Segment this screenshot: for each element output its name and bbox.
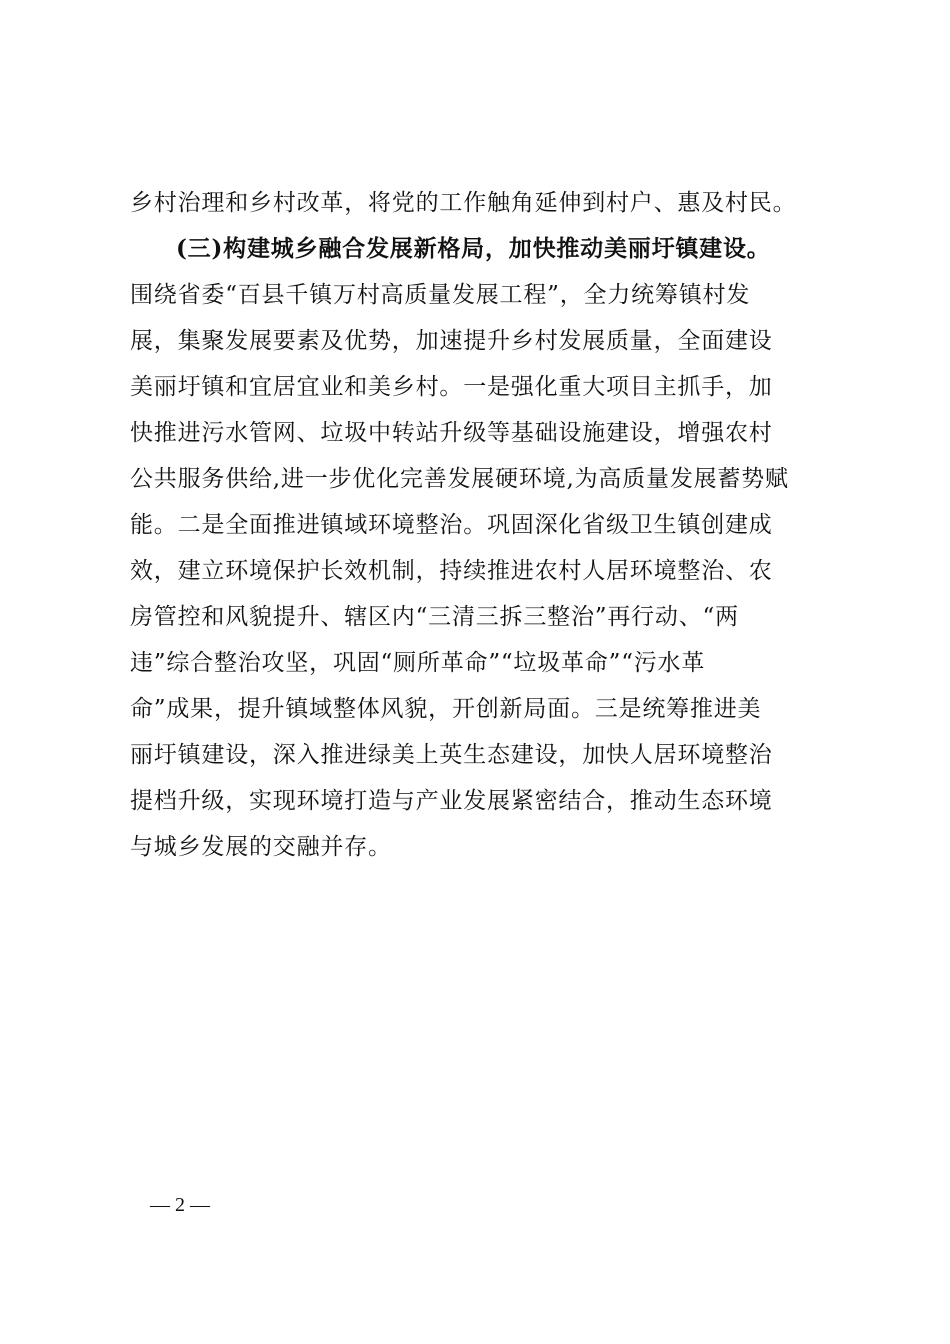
- text-line: 快推进污水管网、垃圾中转站升级等基础设施建设，增强农村: [130, 420, 773, 446]
- text-line: 与城乡发展的交融并存。: [130, 834, 392, 860]
- text-line: 丽圩镇建设，深入推进绿美上英生态建设，加快人居环境整治: [130, 742, 773, 768]
- text-line: 公共服务供给,进一步优化完善发展硬环境,为高质量发展蓄势赋: [130, 466, 789, 492]
- text-line: 围绕省委“百县千镇万村高质量发展工程”，全力统筹镇村发: [130, 282, 751, 308]
- text-line: 能。二是全面推进镇域环境整治。巩固深化省级卫生镇创建成: [130, 512, 773, 538]
- text-line: 违”综合整治攻坚，巩固“厕所革命”“垃圾革命”“污水革: [130, 650, 706, 676]
- page-number: — 2 —: [150, 1194, 210, 1216]
- text-line: 展，集聚发展要素及优势，加速提升乡村发展质量，全面建设: [130, 328, 773, 354]
- text-line: 美丽圩镇和宜居宜业和美乡村。一是强化重大项目主抓手，加: [130, 374, 773, 400]
- text-line: 提档升级，实现环境打造与产业发展紧密结合，推动生态环境: [130, 788, 773, 814]
- text-line: 效，建立环境保护长效机制，持续推进农村人居环境整治、农: [130, 558, 773, 584]
- body-text: [130, 180, 830, 870]
- text-line: 乡村治理和乡村改革，将党的工作触角延伸到村户、惠及村民。: [130, 190, 797, 216]
- text-line: 房管控和风貌提升、辖区内“三清三拆三整治”再行动、“两: [130, 604, 739, 630]
- text-line: 命”成果，提升镇域整体风貌，开创新局面。三是统筹推进美: [130, 696, 762, 722]
- section-heading: (三)构建城乡融合发展新格局，加快推动美丽圩镇建设。: [176, 235, 771, 262]
